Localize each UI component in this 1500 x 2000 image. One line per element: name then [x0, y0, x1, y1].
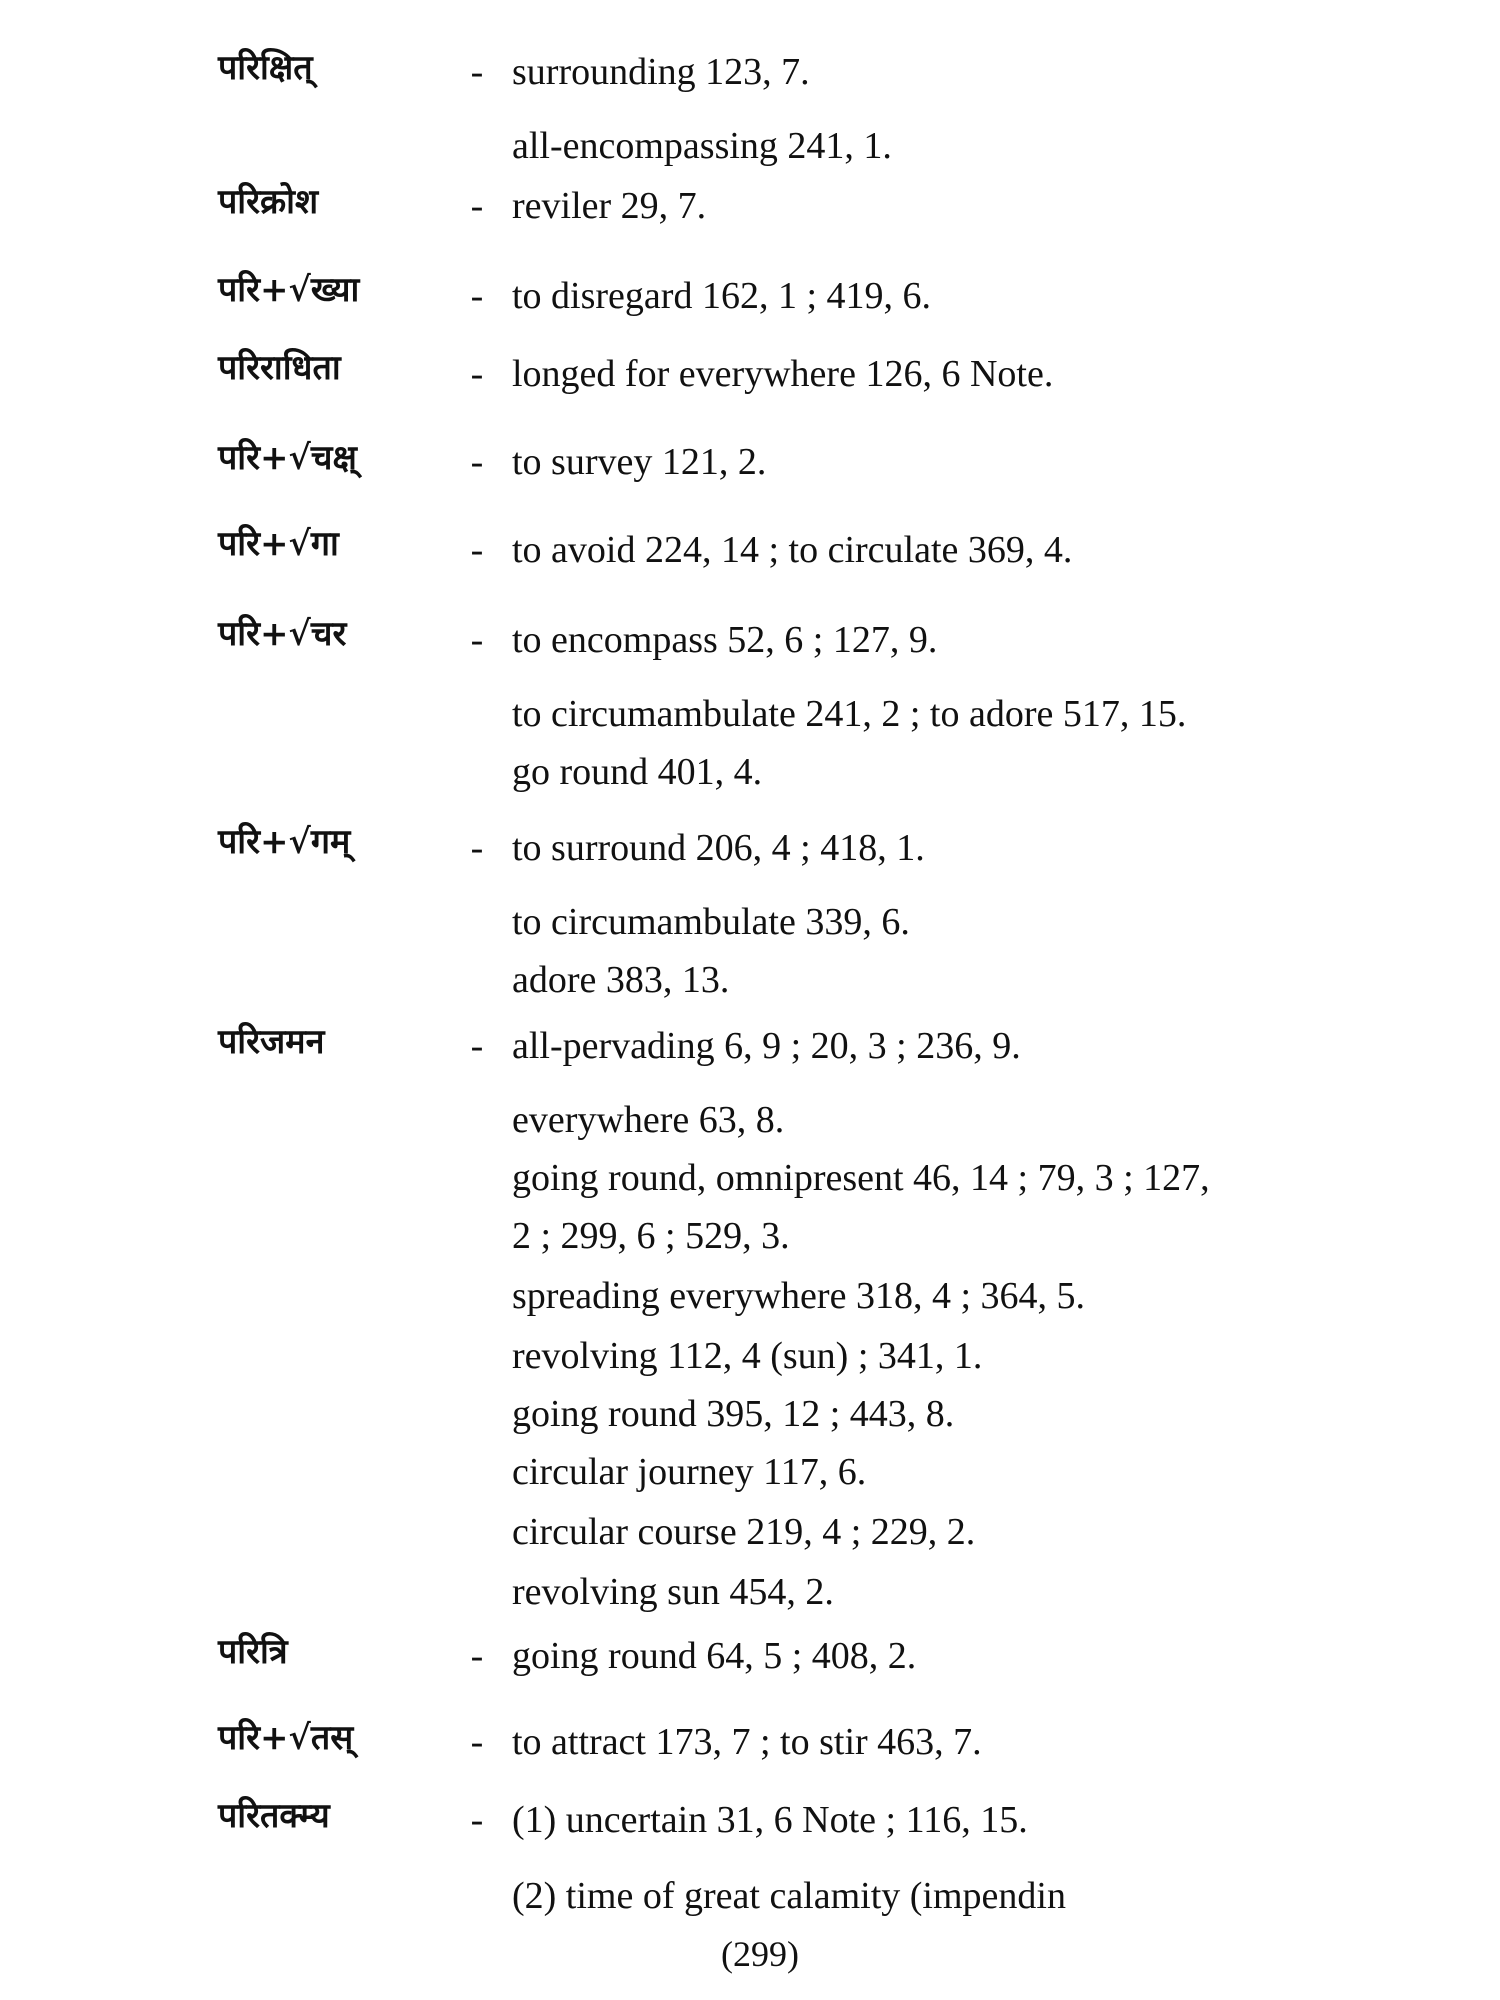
separator-dash: - — [470, 353, 484, 395]
definition-line: (1) uncertain 31, 6 Note ; 116, 15. — [512, 1799, 1028, 1841]
definition-line: all-pervading 6, 9 ; 20, 3 ; 236, 9. — [512, 1025, 1021, 1067]
separator-dash: - — [470, 529, 484, 571]
definition-line: revolving sun 454, 2. — [512, 1571, 834, 1613]
definition-line: go round 401, 4. — [512, 751, 763, 793]
separator-dash: - — [470, 441, 484, 483]
definition-line: revolving 112, 4 (sun) ; 341, 1. — [512, 1335, 983, 1377]
separator-dash: - — [470, 1721, 484, 1763]
headword: परि+√ख्या — [218, 270, 360, 310]
headword: परि+√तस् — [218, 1718, 354, 1758]
headword: परित्रि — [218, 1632, 288, 1672]
headword: परि+√गा — [218, 524, 339, 564]
headword: परि+√गम् — [218, 822, 351, 862]
separator-dash: - — [470, 1025, 484, 1067]
separator-dash: - — [470, 1635, 484, 1677]
headword: परिजमन — [218, 1022, 325, 1062]
definition-line: surrounding 123, 7. — [512, 51, 810, 93]
headword: परिराधिता — [218, 348, 341, 388]
definition-line: going round 395, 12 ; 443, 8. — [512, 1393, 955, 1435]
separator-dash: - — [470, 1799, 484, 1841]
headword: परिक्रोश — [218, 182, 319, 222]
definition-line: to circumambulate 339, 6. — [512, 901, 910, 943]
definition-line: to attract 173, 7 ; to stir 463, 7. — [512, 1721, 982, 1763]
definition-line: to survey 121, 2. — [512, 441, 767, 483]
definition-line: longed for everywhere 126, 6 Note. — [512, 353, 1054, 395]
separator-dash: - — [470, 827, 484, 869]
definition-line: circular course 219, 4 ; 229, 2. — [512, 1511, 976, 1553]
definition-line: everywhere 63, 8. — [512, 1099, 785, 1141]
definition-line: going round, omnipresent 46, 14 ; 79, 3 ; 127, — [512, 1157, 1210, 1199]
separator-dash: - — [470, 185, 484, 227]
page-number: (299) — [721, 1934, 799, 1974]
definition-line: reviler 29, 7. — [512, 185, 707, 227]
definition-line: to surround 206, 4 ; 418, 1. — [512, 827, 925, 869]
headword: परिक्षित् — [218, 48, 313, 88]
definition-line: spreading everywhere 318, 4 ; 364, 5. — [512, 1275, 1086, 1317]
definition-line: to avoid 224, 14 ; to circulate 369, 4. — [512, 529, 1073, 571]
separator-dash: - — [470, 51, 484, 93]
separator-dash: - — [470, 275, 484, 317]
definition-line: to encompass 52, 6 ; 127, 9. — [512, 619, 938, 661]
headword: परि+√चर — [218, 614, 347, 654]
definition-line: to disregard 162, 1 ; 419, 6. — [512, 275, 932, 317]
definition-line: adore 383, 13. — [512, 959, 730, 1001]
definition-line: going round 64, 5 ; 408, 2. — [512, 1635, 917, 1677]
separator-dash: - — [470, 619, 484, 661]
definition-line: circular journey 117, 6. — [512, 1451, 867, 1493]
definition-line: all-encompassing 241, 1. — [512, 125, 892, 167]
definition-line: 2 ; 299, 6 ; 529, 3. — [512, 1215, 790, 1257]
headword: परि+√चक्ष् — [218, 438, 357, 478]
definition-line: (2) time of great calamity (impendin — [512, 1875, 1066, 1917]
headword: परितक्म्य — [218, 1796, 330, 1836]
definition-line: to circumambulate 241, 2 ; to adore 517, 15. — [512, 693, 1187, 735]
